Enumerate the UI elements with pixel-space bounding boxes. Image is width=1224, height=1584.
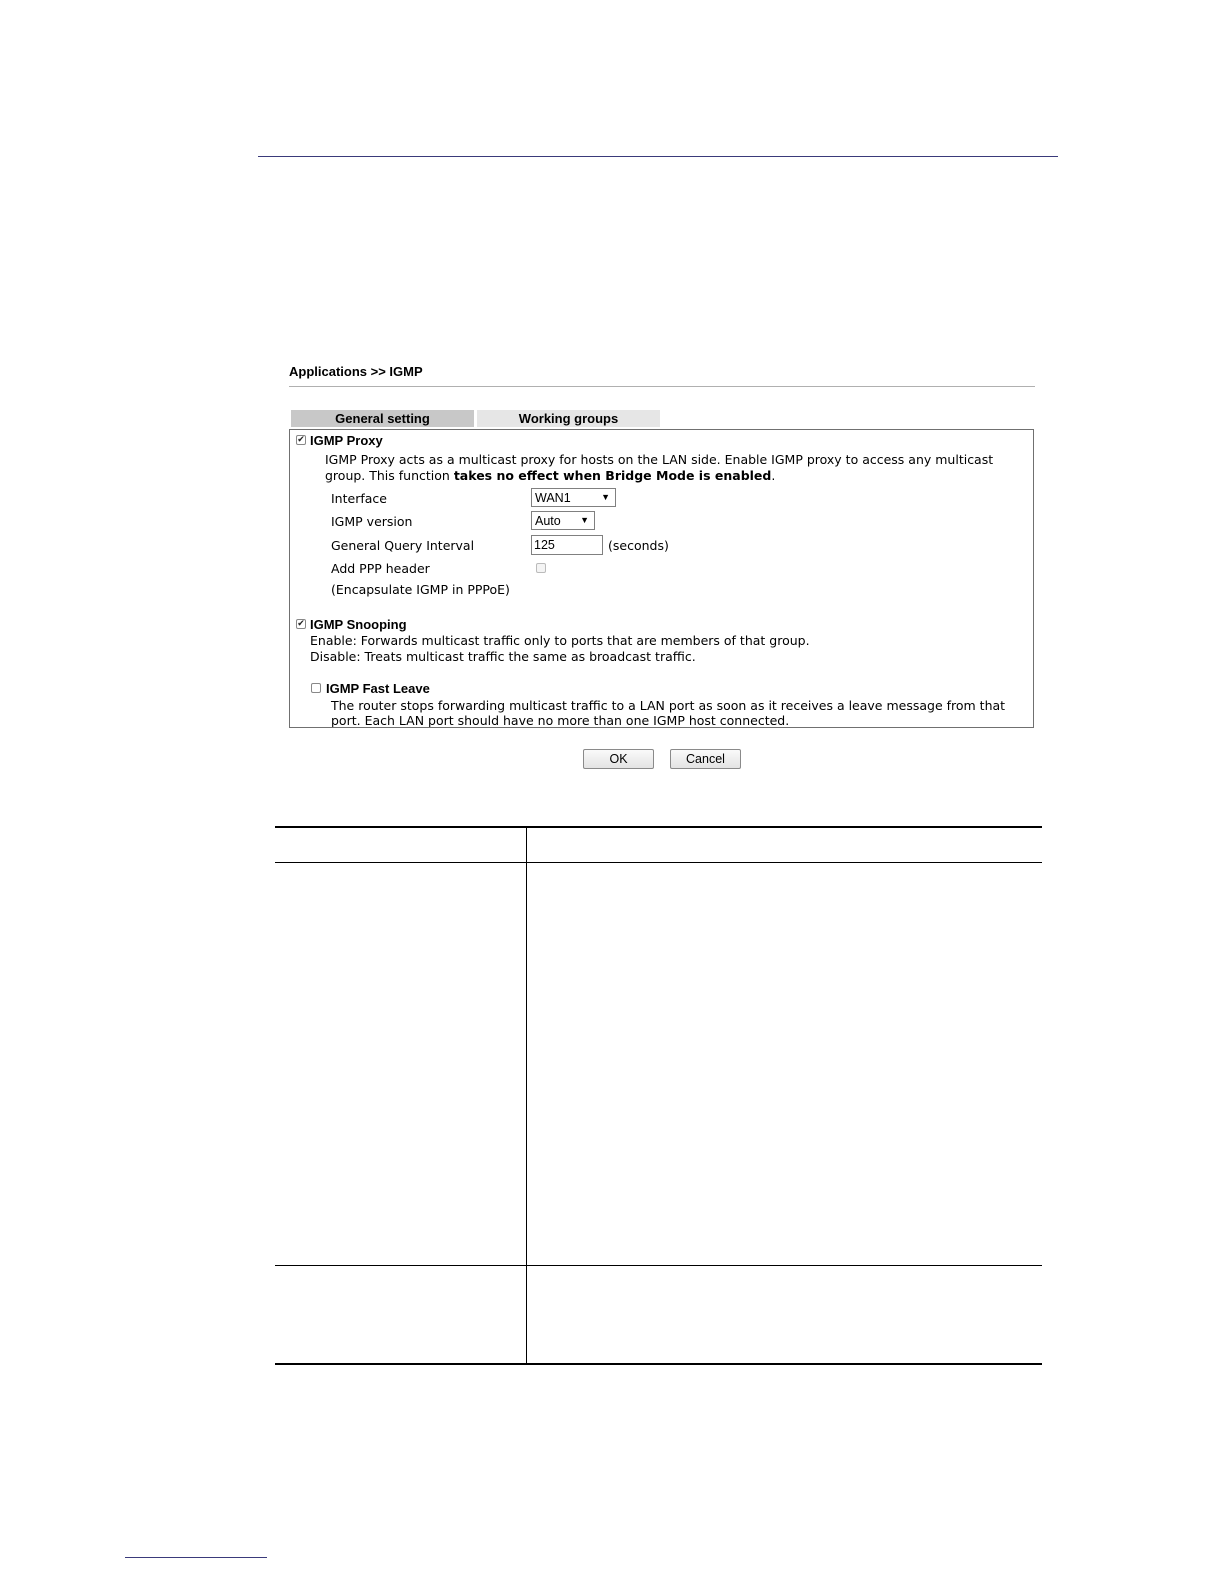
- query-interval-input[interactable]: [531, 535, 603, 555]
- chevron-down-icon: ▼: [580, 515, 589, 525]
- ok-button[interactable]: OK: [583, 749, 654, 769]
- page-title: Applications >> IGMP: [289, 364, 423, 379]
- igmp-snooping-enable-text: Enable: Forwards multicast traffic only to ports that are members of that group.: [310, 633, 810, 648]
- title-divider: [289, 386, 1035, 387]
- interface-value: WAN1: [535, 490, 571, 505]
- check-icon: ✔: [297, 434, 305, 445]
- interface-select[interactable]: [531, 488, 616, 507]
- ppp-header-checkbox[interactable]: [536, 563, 546, 573]
- tab-general-setting[interactable]: General setting: [291, 410, 474, 427]
- igmp-snooping-checkbox[interactable]: [296, 619, 306, 629]
- cancel-button[interactable]: Cancel: [670, 749, 741, 769]
- igmp-fast-leave-checkbox[interactable]: [311, 683, 321, 693]
- query-interval-value: 125: [534, 538, 555, 552]
- igmp-fast-leave-description-line2: port. Each LAN port should have no more than one IGMP host connected.: [331, 713, 790, 728]
- table-top-rule: [275, 826, 1042, 828]
- igmp-fast-leave-description-line1: The router stops forwarding multicast traffic to a LAN port as soon as it receives a leave message from that: [331, 698, 1006, 713]
- query-interval-label: General Query Interval: [331, 538, 475, 553]
- desc-suffix: .: [771, 468, 776, 483]
- table-bottom-rule: [275, 1363, 1042, 1365]
- igmp-proxy-description-line1: IGMP Proxy acts as a multicast proxy for hosts on the LAN side. Enable IGMP proxy to access any multicast: [325, 452, 994, 467]
- page-header-rule: [258, 156, 1058, 157]
- ppp-header-label: Add PPP header: [331, 561, 430, 576]
- chevron-down-icon: ▼: [601, 492, 610, 502]
- page-footer-rule: [125, 1557, 267, 1558]
- settings-panel: [289, 429, 1034, 728]
- igmp-proxy-description-line2: [325, 468, 775, 483]
- table-column-divider: [526, 828, 527, 1364]
- ppp-header-note: (Encapsulate IGMP in PPPoE): [331, 582, 510, 597]
- table-header-rule: [275, 862, 1042, 863]
- igmp-proxy-heading: IGMP Proxy: [310, 433, 383, 448]
- tab-working-groups[interactable]: Working groups: [477, 410, 660, 427]
- query-interval-unit: (seconds): [608, 538, 669, 553]
- igmp-fast-leave-heading: IGMP Fast Leave: [326, 681, 430, 696]
- desc-prefix: group. This function: [325, 468, 454, 483]
- igmp-version-label: IGMP version: [331, 514, 413, 529]
- check-icon: ✔: [297, 618, 305, 629]
- table-row-divider: [275, 1265, 1042, 1266]
- igmp-snooping-heading: IGMP Snooping: [310, 617, 407, 632]
- interface-label: Interface: [331, 491, 387, 506]
- bridge-mode-warning: takes no effect when Bridge Mode is enabled: [453, 468, 772, 483]
- igmp-version-select[interactable]: [531, 511, 595, 530]
- igmp-version-value: Auto: [535, 513, 561, 528]
- igmp-snooping-disable-text: Disable: Treats multicast traffic the same as broadcast traffic.: [310, 649, 696, 664]
- igmp-proxy-checkbox[interactable]: [296, 435, 306, 445]
